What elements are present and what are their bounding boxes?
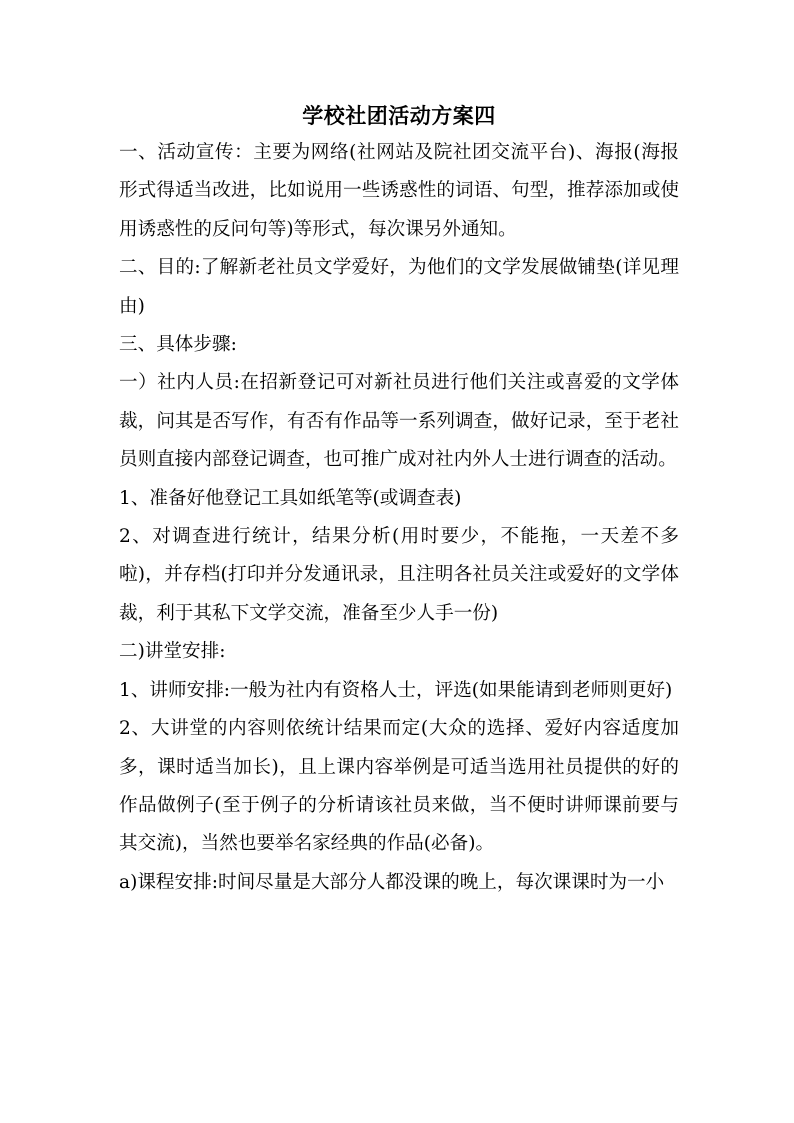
paragraph-purpose: 二、目的:了解新老社员文学爱好，为他们的文学发展做铺垫(详见理由) <box>119 257 679 317</box>
paragraph-lecture-content: 2、大讲堂的内容则依统计结果而定(大众的选择、爱好内容适度加多，课时适当加长)，且上课内容举例是可适当选用社员提供的好的作品做例子(至于例子的分析请该社员来做，当不便时讲师课前要与其交流)，当然也要举名家经典的作品(必备)。 <box>119 718 679 855</box>
document-title: 学校社团活动方案四 <box>302 103 496 128</box>
document-body <box>119 98 679 902</box>
paragraph-lecturer: 1、讲师安排:一般为社内有资格人士，评选(如果能请到老师则更好) <box>119 679 673 701</box>
paragraph-course-schedule: a)课程安排:时间尽量是大部分人都没课的晚上，每次课课时为一小 <box>119 871 665 893</box>
paragraph-statistics: 2、对调查进行统计，结果分析(用时要少，不能拖，一天差不多啦)，并存档(打印并分发通讯录，且注明各社员关注或爱好的文学体裁，利于其私下文学交流，准备至少人手一份) <box>119 526 679 624</box>
paragraph-lecture-heading: 二)讲堂安排: <box>119 641 226 663</box>
paragraph-steps-heading: 三、具体步骤: <box>119 334 237 356</box>
paragraph-prepare-tools: 1、准备好他登记工具如纸笔等(或调查表) <box>119 487 462 509</box>
paragraph-publicity: 一、活动宣传：主要为网络(社网站及院社团交流平台)、海报(海报形式得适当改进，比如说用一些诱惑性的词语、句型，推荐添加或使用诱惑性的反问句等)等形式，每次课另外通知。 <box>119 142 679 240</box>
paragraph-internal-members: 一）社内人员:在招新登记可对新社员进行他们关注或喜爱的文学体裁，问其是否写作，有否有作品等一系列调查，做好记录，至于老社员则直接内部登记调查，也可推广成对社内外人士进行调查的活动。 <box>119 372 679 471</box>
